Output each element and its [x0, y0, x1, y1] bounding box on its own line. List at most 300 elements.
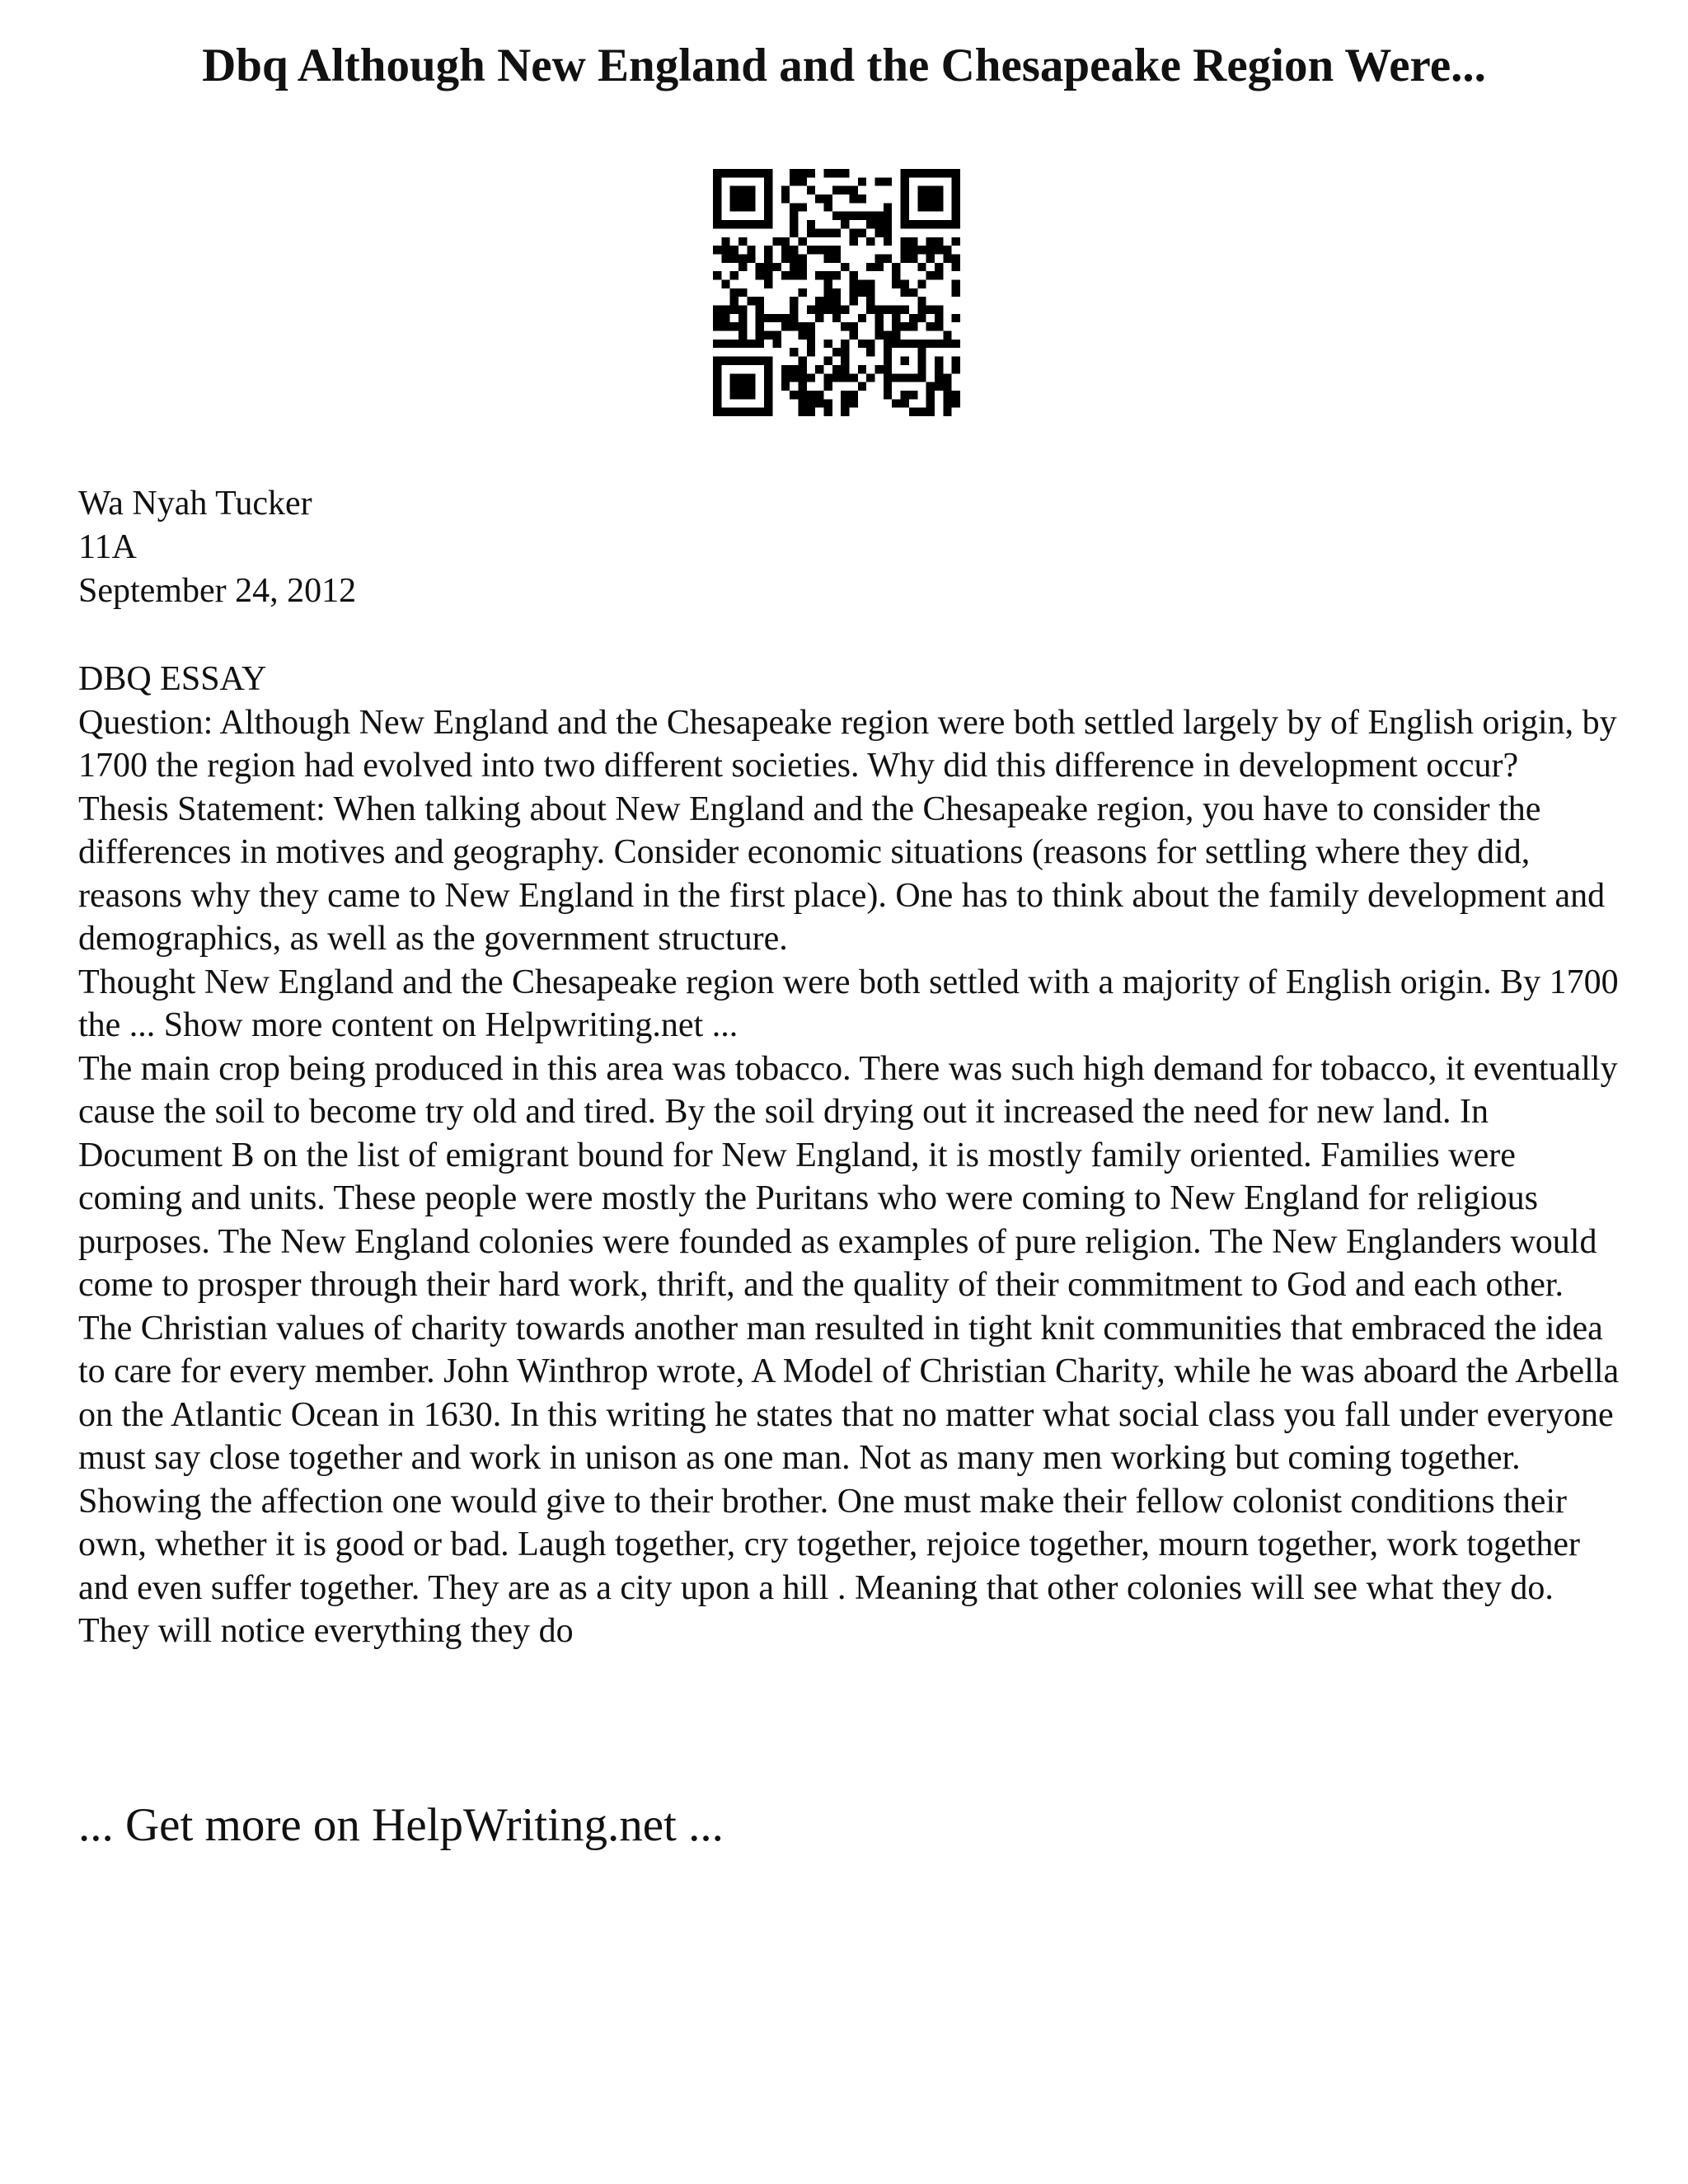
qr-module: [807, 391, 815, 399]
qr-module: [790, 212, 798, 220]
qr-module: [823, 297, 832, 305]
qr-module: [952, 263, 960, 271]
qr-module: [747, 340, 755, 348]
qr-module: [713, 194, 721, 203]
qr-module: [952, 314, 960, 322]
qr-module: [781, 186, 790, 194]
qr-module: [917, 220, 926, 228]
qr-module: [901, 322, 909, 330]
qr-module: [850, 186, 858, 194]
qr-module: [892, 271, 900, 279]
qr-module: [823, 306, 832, 314]
qr-module: [866, 279, 874, 288]
qr-module: [738, 194, 747, 203]
qr-module: [892, 314, 900, 322]
qr-module: [738, 263, 747, 271]
author-class: 11A: [78, 528, 137, 566]
qr-module: [866, 306, 874, 314]
qr-module: [909, 373, 917, 382]
qr-module: [823, 254, 832, 262]
qr-module: [875, 254, 884, 262]
qr-module: [926, 169, 935, 177]
qr-module: [858, 279, 866, 288]
qr-module: [798, 365, 806, 373]
qr-module: [798, 271, 806, 279]
qr-module: [935, 340, 943, 348]
qr-module: [807, 228, 815, 237]
qr-module: [917, 373, 926, 382]
qr-module: [738, 220, 747, 228]
qr-module: [841, 357, 849, 365]
qr-module: [823, 373, 832, 382]
qr-module: [713, 314, 721, 322]
qr-module: [909, 254, 917, 262]
qr-module: [713, 177, 721, 185]
qr-module: [738, 357, 747, 365]
qr-module: [823, 271, 832, 279]
qr-module: [772, 340, 781, 348]
qr-module: [858, 194, 866, 203]
qr-module: [917, 203, 926, 211]
qr-module: [756, 340, 764, 348]
qr-module: [764, 271, 772, 279]
qr-module: [926, 186, 935, 194]
qr-module: [935, 263, 943, 271]
qr-module: [875, 331, 884, 340]
qr-module: [721, 220, 729, 228]
qr-module: [790, 246, 798, 254]
qr-module: [884, 220, 892, 228]
qr-module: [952, 237, 960, 246]
qr-module: [730, 340, 738, 348]
qr-module: [841, 263, 849, 271]
qr-module: [730, 194, 738, 203]
qr-module: [901, 288, 909, 297]
qr-module: [884, 203, 892, 211]
qr-module: [747, 186, 755, 194]
qr-module: [764, 212, 772, 220]
qr-module: [943, 382, 951, 391]
qr-module: [747, 297, 755, 305]
qr-module: [798, 373, 806, 382]
qr-module: [952, 212, 960, 220]
qr-module: [926, 220, 935, 228]
qr-module: [713, 382, 721, 391]
qr-module: [943, 220, 951, 228]
qr-module: [935, 306, 943, 314]
qr-module: [730, 408, 738, 416]
qr-module: [935, 237, 943, 246]
qr-module: [713, 365, 721, 373]
qr-module: [747, 203, 755, 211]
qr-code-graphic: [713, 169, 960, 416]
qr-module: [756, 271, 764, 279]
qr-module: [756, 220, 764, 228]
qr-module: [764, 357, 772, 365]
qr-module: [721, 246, 729, 254]
qr-module: [832, 348, 841, 356]
qr-module: [909, 237, 917, 246]
qr-module: [721, 408, 729, 416]
qr-module: [798, 177, 806, 185]
qr-module: [875, 212, 884, 220]
qr-module: [943, 408, 951, 416]
qr-module: [850, 322, 858, 330]
qr-module: [909, 220, 917, 228]
qr-module: [952, 391, 960, 399]
qr-module: [841, 306, 849, 314]
qr-module: [790, 365, 798, 373]
qr-module: [756, 297, 764, 305]
qr-module: [772, 263, 781, 271]
qr-module: [815, 246, 823, 254]
qr-module: [926, 322, 935, 330]
qr-module: [917, 365, 926, 373]
qr-module: [917, 169, 926, 177]
qr-module: [917, 186, 926, 194]
qr-module: [935, 357, 943, 365]
qr-module: [901, 279, 909, 288]
qr-module: [807, 331, 815, 340]
qr-module: [952, 254, 960, 262]
qr-module: [884, 254, 892, 262]
qr-module: [713, 271, 721, 279]
qr-module: [832, 212, 841, 220]
qr-module: [798, 399, 806, 407]
qr-module: [730, 382, 738, 391]
qr-module: [823, 399, 832, 407]
qr-module: [832, 373, 841, 382]
qr-module: [832, 306, 841, 314]
qr-module: [798, 254, 806, 262]
qr-module: [866, 263, 874, 271]
qr-module: [781, 271, 790, 279]
qr-module: [798, 357, 806, 365]
qr-module: [875, 322, 884, 330]
qr-module: [730, 288, 738, 297]
qr-module: [790, 373, 798, 382]
qr-module: [721, 306, 729, 314]
qr-module: [850, 271, 858, 279]
qr-module: [764, 391, 772, 399]
qr-module: [756, 314, 764, 322]
qr-module: [841, 212, 849, 220]
qr-module: [909, 408, 917, 416]
essay-thesis: Thesis Statement: When talking about New England and the Chesapeake region, you have to consider the differences in motives and geography. Consider economic situations (reasons for settling where they did, reasons why they came to New England in the first place). One has to think about the family development and demographics, as well as the government structure.: [78, 790, 1606, 958]
qr-module: [721, 254, 729, 262]
qr-module: [952, 194, 960, 203]
qr-module: [823, 279, 832, 288]
qr-module: [858, 212, 866, 220]
qr-module: [790, 263, 798, 271]
qr-module: [884, 177, 892, 185]
qr-module: [764, 186, 772, 194]
qr-module: [866, 348, 874, 356]
qr-module: [807, 322, 815, 330]
qr-module: [952, 177, 960, 185]
get-more-link[interactable]: ... Get more on HelpWriting.net ...: [78, 1799, 724, 1851]
qr-module: [713, 322, 721, 330]
qr-module: [917, 263, 926, 271]
author-date: September 24, 2012: [78, 572, 357, 610]
qr-module: [926, 246, 935, 254]
qr-module: [738, 314, 747, 322]
qr-module: [823, 169, 832, 177]
qr-module: [807, 348, 815, 356]
qr-module: [892, 306, 900, 314]
qr-module: [943, 391, 951, 399]
qr-module: [815, 271, 823, 279]
qr-module: [943, 331, 951, 340]
qr-module: [747, 254, 755, 262]
qr-module: [738, 331, 747, 340]
qr-module: [909, 340, 917, 348]
qr-module: [952, 288, 960, 297]
qr-module: [747, 382, 755, 391]
qr-module: [713, 340, 721, 348]
qr-module: [823, 246, 832, 254]
qr-module: [823, 340, 832, 348]
qr-module: [823, 408, 832, 416]
essay-question: Question: Although New England and the Chesapeake region were both settled largely by of English origin, by 1700 the region had evolved into two different societies. Why did this difference in development occur?: [78, 703, 1617, 785]
qr-module: [713, 373, 721, 382]
qr-module: [935, 203, 943, 211]
qr-module: [764, 314, 772, 322]
qr-module: [764, 246, 772, 254]
qr-module: [730, 186, 738, 194]
author-name: Wa Nyah Tucker: [78, 485, 312, 523]
qr-module: [823, 228, 832, 237]
qr-module: [901, 254, 909, 262]
qr-module: [764, 177, 772, 185]
qr-module: [781, 365, 790, 373]
essay-body: [78, 658, 1620, 1653]
qr-module: [901, 306, 909, 314]
qr-module: [884, 237, 892, 246]
qr-module: [764, 373, 772, 382]
qr-module: [798, 169, 806, 177]
qr-module: [866, 212, 874, 220]
document-title: Dbq Although New England and the Chesapeake Region Were...: [202, 40, 1486, 91]
qr-module: [781, 373, 790, 382]
qr-module: [730, 391, 738, 399]
qr-module: [730, 297, 738, 305]
qr-module: [841, 391, 849, 399]
essay-main-paragraph: The main crop being produced in this area was tobacco. There was such high demand for tobacco, it eventually cause the soil to become try old and tired. By the soil drying out it increased the need for new land. In Document B on the list of emigrant bound for New England, it is mostly family oriented. Families were coming and units. These people were mostly the Puritans who were coming to New England for religious purposes. The New England colonies were founded as examples of pure religion. The New Englanders would come to prosper through their hard work, thrift, and the quality of their commitment to God and each other. The Christian values of charity towards another man resulted in tight knit communities that embraced the idea to care for every member. John Winthrop wrote, A Model of Christian Charity, while he was aboard the Arbella on the Atlantic Ocean in 1630. In this writing he states that no matter what social class you fall under everyone must say close together and work in unison as one man. Not as many men working but coming together. Showing the affection one would give to their brother. One must make their fellow colonist conditions their own, whether it is good or bad. Laugh together, cry together, rejoice together, mourn together, work together and even suffer together. They are as a city upon a hill . Meaning that other colonies will see what they do. They will notice everything they do: [78, 1049, 1620, 1650]
qr-module: [781, 314, 790, 322]
qr-module: [892, 373, 900, 382]
qr-module: [850, 228, 858, 237]
qr-module: [807, 373, 815, 382]
qr-module: [926, 306, 935, 314]
qr-module: [884, 306, 892, 314]
qr-module: [747, 373, 755, 382]
qr-module: [764, 331, 772, 340]
qr-module: [738, 391, 747, 399]
qr-module: [798, 237, 806, 246]
qr-module: [884, 228, 892, 237]
qr-module: [823, 288, 832, 297]
qr-module: [858, 288, 866, 297]
qr-module: [901, 237, 909, 246]
qr-module: [841, 322, 849, 330]
qr-module: [917, 306, 926, 314]
qr-module: [747, 246, 755, 254]
qr-module: [875, 314, 884, 322]
qr-module: [815, 399, 823, 407]
qr-module: [730, 271, 738, 279]
qr-module: [892, 279, 900, 288]
qr-module: [884, 382, 892, 391]
qr-module: [952, 399, 960, 407]
qr-module: [850, 194, 858, 203]
qr-module: [798, 263, 806, 271]
qr-module: [738, 203, 747, 211]
qr-module: [952, 279, 960, 288]
qr-module: [935, 186, 943, 194]
qr-module: [790, 322, 798, 330]
essay-intro-paragraph: Thought New England and the Chesapeake region were both settled with a majority of English origin. By 1700 the ... Show more content on Helpwriting.net ...: [78, 963, 1619, 1044]
qr-module: [721, 279, 729, 288]
qr-module: [713, 246, 721, 254]
qr-module: [901, 220, 909, 228]
qr-module: [738, 408, 747, 416]
qr-module: [764, 408, 772, 416]
qr-module: [713, 357, 721, 365]
qr-module: [892, 263, 900, 271]
qr-module: [850, 373, 858, 382]
qr-module: [884, 340, 892, 348]
qr-module: [772, 331, 781, 340]
qr-module: [807, 169, 815, 177]
qr-module: [935, 373, 943, 382]
qr-module: [721, 237, 729, 246]
qr-module: [841, 169, 849, 177]
qr-module: [738, 306, 747, 314]
qr-module: [721, 322, 729, 330]
qr-module: [875, 177, 884, 185]
qr-module: [926, 391, 935, 399]
qr-module: [901, 186, 909, 194]
qr-module: [823, 357, 832, 365]
qr-module: [790, 177, 798, 185]
qr-module: [815, 194, 823, 203]
qr-module: [952, 186, 960, 194]
qr-module: [926, 254, 935, 262]
qr-module: [815, 391, 823, 399]
qr-module: [866, 297, 874, 305]
qr-module: [850, 237, 858, 246]
essay-heading: DBQ ESSAY: [78, 660, 267, 698]
qr-module: [738, 373, 747, 382]
qr-module: [901, 340, 909, 348]
qr-module: [892, 331, 900, 340]
qr-module: [721, 340, 729, 348]
qr-module: [901, 194, 909, 203]
qr-module: [730, 203, 738, 211]
qr-module: [738, 288, 747, 297]
qr-module: [798, 382, 806, 391]
qr-module: [807, 220, 815, 228]
qr-module: [823, 194, 832, 203]
qr-module: [730, 322, 738, 330]
qr-module: [815, 306, 823, 314]
qr-code-icon: [713, 169, 960, 416]
qr-module: [952, 340, 960, 348]
qr-module: [730, 357, 738, 365]
qr-module: [832, 246, 841, 254]
qr-module: [807, 306, 815, 314]
qr-module: [917, 279, 926, 288]
qr-module: [917, 348, 926, 356]
qr-module: [747, 391, 755, 399]
qr-module: [747, 408, 755, 416]
qr-module: [935, 220, 943, 228]
qr-module: [952, 220, 960, 228]
qr-module: [841, 399, 849, 407]
qr-module: [901, 246, 909, 254]
qr-module: [756, 306, 764, 314]
qr-module: [901, 391, 909, 399]
qr-module: [747, 357, 755, 365]
qr-module: [738, 322, 747, 330]
qr-module: [730, 246, 738, 254]
qr-module: [901, 357, 909, 365]
qr-module: [841, 408, 849, 416]
qr-module: [713, 203, 721, 211]
qr-module: [858, 365, 866, 373]
qr-module: [858, 382, 866, 391]
qr-module: [815, 297, 823, 305]
qr-module: [832, 254, 841, 262]
qr-module: [943, 254, 951, 262]
qr-module: [790, 297, 798, 305]
qr-module: [952, 203, 960, 211]
qr-module: [841, 373, 849, 382]
qr-module: [926, 203, 935, 211]
qr-module: [901, 212, 909, 220]
qr-module: [798, 391, 806, 399]
qr-module: [884, 357, 892, 365]
qr-module: [841, 348, 849, 356]
qr-module: [730, 373, 738, 382]
qr-module: [884, 373, 892, 382]
qr-module: [943, 340, 951, 348]
qr-module: [875, 365, 884, 373]
qr-module: [866, 373, 874, 382]
qr-module: [943, 246, 951, 254]
qr-module: [781, 237, 790, 246]
qr-module: [952, 169, 960, 177]
qr-module: [926, 382, 935, 391]
qr-module: [909, 322, 917, 330]
qr-module: [756, 263, 764, 271]
qr-module: [892, 399, 900, 407]
qr-module: [850, 288, 858, 297]
qr-module: [713, 169, 721, 177]
qr-module: [943, 373, 951, 382]
qr-module: [875, 228, 884, 237]
qr-module: [832, 186, 841, 194]
qr-module: [832, 365, 841, 373]
qr-module: [850, 297, 858, 305]
qr-module: [756, 169, 764, 177]
qr-module: [790, 254, 798, 262]
qr-module: [926, 408, 935, 416]
qr-module: [935, 365, 943, 373]
qr-module: [764, 382, 772, 391]
qr-module: [781, 194, 790, 203]
